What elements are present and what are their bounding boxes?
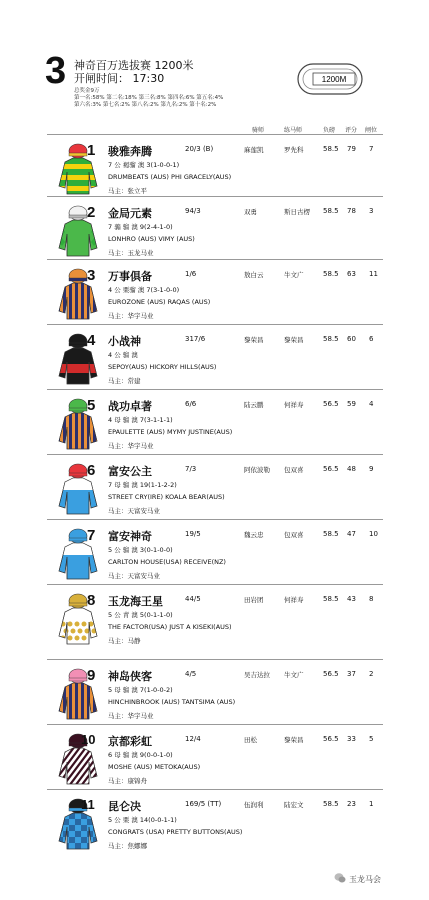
race-title: 神奇百万选拔赛 1200米 [74, 59, 194, 72]
horse-info: 7 骟 骝 澳 9(2-4-1-0) [108, 223, 173, 231]
pedigree: MOSHE (AUS) METOKA(AUS) [108, 763, 201, 771]
trainer-name: 陆宏文 [284, 801, 304, 809]
pedigree: SEPOY(AUS) HICKORY HILLS(AUS) [108, 363, 217, 371]
owner: 马主：华宇马业 [108, 312, 154, 320]
jockey-name: 吴吉达拉 [244, 671, 270, 679]
runner-row [47, 393, 383, 455]
jockey-name: 双勇 [244, 208, 257, 216]
jockey-name: 陆云鹏 [244, 401, 264, 409]
rating: 79 [347, 145, 356, 153]
carried-weight: 58.5 [323, 270, 339, 278]
rating: 63 [347, 270, 356, 278]
gate: 10 [369, 530, 378, 538]
horse-name: 富安神奇 [108, 530, 152, 543]
pedigree: LONHRO (AUS) VIMY (AUS) [108, 235, 195, 243]
runner-row [47, 663, 383, 725]
horse-info: 4 公 骝 澳 [108, 351, 138, 359]
pedigree: CONGRATS (USA) PRETTY BUTTONS(AUS) [108, 828, 243, 836]
saddle-number: 5 [87, 397, 96, 414]
jockey-name: 田松 [244, 736, 257, 744]
saddle-number: 2 [87, 204, 96, 221]
odds: 12/4 [185, 735, 201, 743]
pedigree: THE FACTOR(USA) JUST A KISEKI(AUS) [108, 623, 232, 631]
horse-info: 7 母 骝 澳 19(1-1-2-2) [108, 481, 177, 489]
saddle-number: 8 [87, 592, 96, 609]
odds: 20/3 (B) [185, 145, 214, 153]
row-divider [47, 519, 383, 520]
owner: 马主：马静 [108, 637, 141, 645]
rating: 37 [347, 670, 356, 678]
carried-weight: 58.5 [323, 595, 339, 603]
prize-line: 第一名:58% 第二名:18% 第三名:8% 第四名:6% 第五名:4% [74, 95, 224, 101]
carried-weight: 58.5 [323, 335, 339, 343]
gate: 1 [369, 800, 374, 808]
row-divider [47, 134, 383, 135]
track-diagram-icon [295, 60, 365, 98]
runner-row [47, 138, 383, 200]
header-rating: 评分 [345, 127, 358, 134]
runner-row [47, 793, 383, 855]
carried-weight: 56.5 [323, 400, 339, 408]
jockey-name: 田岩团 [244, 596, 264, 604]
owner: 马主：玉龙马业 [108, 249, 154, 257]
header-weight: 负磅 [323, 127, 336, 134]
odds: 94/3 [185, 207, 201, 215]
saddle-number: 4 [87, 332, 96, 349]
pedigree: STREET CRY(IRE) KOALA BEAR(AUS) [108, 493, 225, 501]
odds: 1/6 [185, 270, 197, 278]
carried-weight: 58.5 [323, 800, 339, 808]
carried-weight: 56.5 [323, 670, 339, 678]
odds: 7/3 [185, 465, 197, 473]
prize-total: 总奖金9万 [74, 88, 100, 94]
owner: 马主：华宇马业 [108, 442, 154, 450]
pedigree: CARLTON HOUSE(USA) RECEIVE(NZ) [108, 558, 226, 566]
row-divider [47, 324, 383, 325]
horse-info: 7 公 褐骝 澳 3(1-0-0-1) [108, 161, 180, 169]
trainer-name: 罗先科 [284, 146, 304, 154]
odds: 4/5 [185, 670, 197, 678]
horse-name: 昆仑决 [108, 800, 141, 813]
gate: 7 [369, 145, 374, 153]
trainer-name: 黎荣昌 [284, 736, 304, 744]
jockey-name: 阿依波勒 [244, 466, 270, 474]
gate: 2 [369, 670, 374, 678]
runner-row [47, 728, 383, 790]
horse-info: 5 公 青 澳 5(0-1-1-0) [108, 611, 173, 619]
odds: 317/6 [185, 335, 206, 343]
runner-row [47, 328, 383, 390]
gate: 4 [369, 400, 374, 408]
wechat-icon [334, 872, 346, 884]
gate: 3 [369, 207, 374, 215]
odds: 6/6 [185, 400, 197, 408]
horse-info: 5 公 栗 澳 14(0-0-1-1) [108, 816, 177, 824]
saddle-number: 3 [87, 267, 96, 284]
prize-line: 第六名:3% 第七名:2% 第八名:2% 第九名:2% 第十名:2% [74, 102, 217, 108]
owner: 马主：张立平 [108, 187, 147, 195]
trainer-name: 何祥寿 [284, 401, 304, 409]
horse-name: 富安公主 [108, 465, 152, 478]
owner: 马主：焦娜娜 [108, 842, 147, 850]
horse-info: 5 公 骝 澳 3(0-1-0-0) [108, 546, 173, 554]
carried-weight: 58.5 [323, 145, 339, 153]
race-number: 3 [45, 50, 67, 92]
rating: 59 [347, 400, 356, 408]
horse-name: 骏雅奔腾 [108, 145, 152, 158]
row-divider [47, 659, 383, 660]
row-divider [47, 389, 383, 390]
runner-row [47, 458, 383, 520]
watermark-label: 玉龙马会 [349, 875, 381, 884]
header-jockey: 骑师 [252, 127, 265, 134]
trainer-name: 牛文广 [284, 271, 304, 279]
row-divider [47, 259, 383, 260]
horse-info: 5 母 骝 澳 7(1-0-0-2) [108, 686, 173, 694]
trainer-name: 牛文广 [284, 671, 304, 679]
race-start-time: 开闸时间： 17:30 [74, 72, 165, 85]
runner-row [47, 588, 383, 650]
saddle-number: 6 [87, 462, 96, 479]
header-trainer: 练马师 [284, 127, 303, 134]
horse-name: 万事俱备 [108, 270, 152, 283]
prize-breakdown [74, 88, 223, 109]
odds: 169/5 (TT) [185, 800, 222, 808]
rating: 48 [347, 465, 356, 473]
carried-weight: 58.5 [323, 207, 339, 215]
jockey-name: 魏云忠 [244, 531, 264, 539]
rating: 78 [347, 207, 356, 215]
jockey-name: 麻莲凯 [244, 146, 264, 154]
row-divider [47, 454, 383, 455]
row-divider [47, 584, 383, 585]
saddle-number: 9 [87, 667, 96, 684]
runner-row [47, 263, 383, 325]
rating: 60 [347, 335, 356, 343]
rating: 33 [347, 735, 356, 743]
jockey-name: 敖白云 [244, 271, 264, 279]
trainer-name: 包双喜 [284, 466, 304, 474]
horse-info: 6 母 骝 澳 9(0-0-1-0) [108, 751, 173, 759]
pedigree: DRUMBEATS (AUS) PHI GRACELY(AUS) [108, 173, 232, 181]
carried-weight: 58.5 [323, 530, 339, 538]
trainer-name: 斯日古楞 [284, 208, 310, 216]
gate: 8 [369, 595, 374, 603]
trainer-name: 何祥寿 [284, 596, 304, 604]
track-distance-label: 1200M [321, 75, 347, 84]
saddle-number: 7 [87, 527, 96, 544]
row-divider [47, 789, 383, 790]
row-divider [47, 724, 383, 725]
horse-name: 战功卓著 [108, 400, 152, 413]
owner: 马主：康锦舟 [108, 777, 147, 785]
pedigree: EPAULETTE (AUS) MYMY JUSTINE(AUS) [108, 428, 233, 436]
saddle-number: 10 [81, 732, 96, 747]
horse-info: 4 公 栗骝 澳 7(3-1-0-0) [108, 286, 180, 294]
saddle-number: 11 [81, 797, 95, 812]
owner: 马主：常建 [108, 377, 141, 385]
runner-row [47, 200, 383, 262]
gate: 6 [369, 335, 374, 343]
pedigree: HINCHINBROOK (AUS) TANTSIMA (AUS) [108, 698, 236, 706]
owner: 马主：天富安马业 [108, 507, 160, 515]
trainer-name: 包双喜 [284, 531, 304, 539]
carried-weight: 56.5 [323, 735, 339, 743]
pedigree: EUROZONE (AUS) RAQAS (AUS) [108, 298, 211, 306]
odds: 19/5 [185, 530, 201, 538]
trainer-name: 黎荣昌 [284, 336, 304, 344]
rating: 47 [347, 530, 356, 538]
odds: 44/5 [185, 595, 201, 603]
jockey-name: 伍润利 [244, 801, 264, 809]
rating: 23 [347, 800, 356, 808]
runner-row [47, 523, 383, 585]
jockey-name: 黎荣昌 [244, 336, 264, 344]
owner: 马主：华宇马业 [108, 712, 154, 720]
header-gate: 闸位 [365, 127, 378, 134]
horse-info: 4 母 骝 澳 7(3-1-1-1) [108, 416, 173, 424]
horse-name: 京都彩虹 [108, 735, 152, 748]
saddle-number: 1 [87, 142, 96, 159]
horse-name: 小战神 [108, 335, 141, 348]
row-divider [47, 196, 383, 197]
horse-name: 金局元素 [108, 207, 152, 220]
horse-name: 玉龙海王星 [108, 595, 163, 608]
carried-weight: 56.5 [323, 465, 339, 473]
gate: 5 [369, 735, 374, 743]
gate: 11 [369, 270, 378, 278]
owner: 马主：天富安马业 [108, 572, 160, 580]
rating: 43 [347, 595, 356, 603]
gate: 9 [369, 465, 374, 473]
horse-name: 神岛侠客 [108, 670, 152, 683]
